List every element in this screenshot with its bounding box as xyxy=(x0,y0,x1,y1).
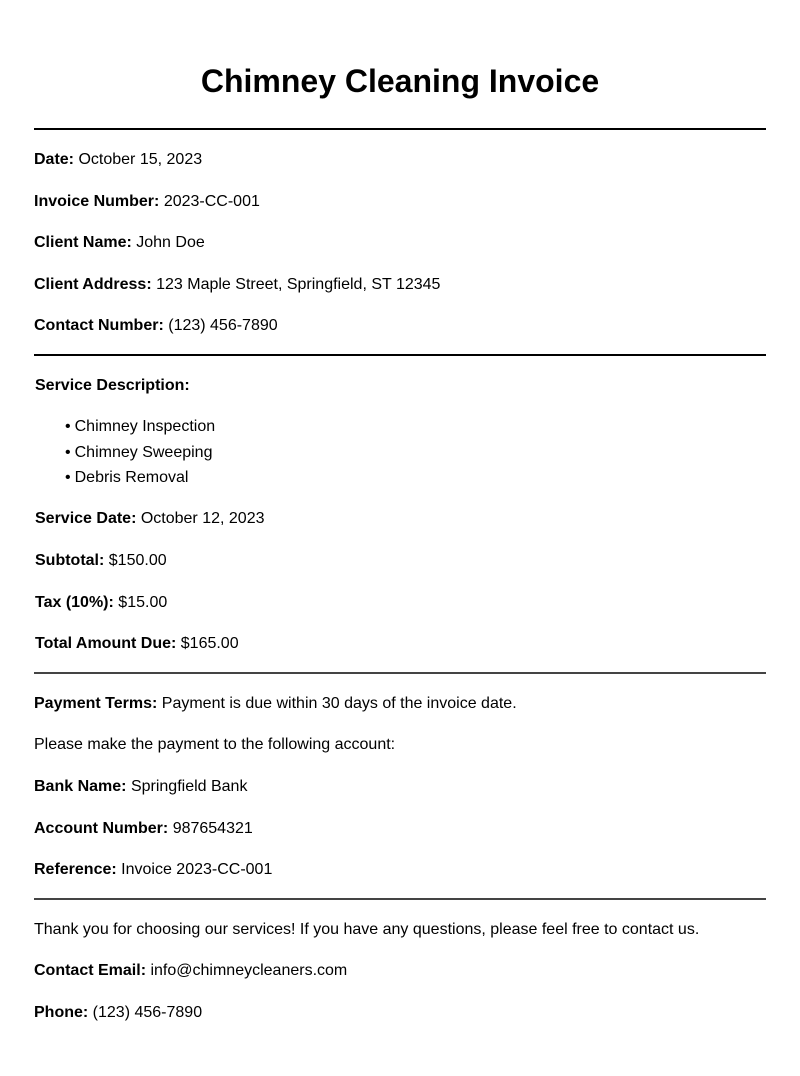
tax-label: Tax (10%): xyxy=(35,594,114,611)
service-date-label: Service Date: xyxy=(35,510,137,527)
divider xyxy=(34,354,766,356)
payment-terms-line xyxy=(34,694,766,714)
subtotal-value: $150.00 xyxy=(108,552,167,569)
phone-label: Phone: xyxy=(34,1004,89,1021)
contact-email-label: Contact Email: xyxy=(34,962,147,979)
total-line xyxy=(35,634,766,654)
contact-number-label: Contact Number: xyxy=(34,317,164,334)
subtotal-label: Subtotal: xyxy=(35,552,105,569)
client-address-label: Client Address: xyxy=(34,276,152,293)
client-name-value: John Doe xyxy=(136,234,205,251)
service-date-value: October 12, 2023 xyxy=(140,510,265,527)
divider xyxy=(34,128,766,130)
account-number-label: Account Number: xyxy=(34,820,169,837)
invoice-number-line xyxy=(34,192,766,212)
bullet-icon: • xyxy=(65,443,71,461)
client-address-value: 123 Maple Street, Springfield, ST 12345 xyxy=(156,276,441,293)
client-name-label: Client Name: xyxy=(34,234,132,251)
total-label: Total Amount Due: xyxy=(35,635,177,652)
payment-instruction: Please make the payment to the following account: xyxy=(34,736,396,753)
divider xyxy=(34,898,766,900)
tax-line xyxy=(35,593,766,613)
bank-name-value: Springfield Bank xyxy=(130,778,248,795)
bullet-icon: • xyxy=(65,469,71,486)
list-item xyxy=(65,468,766,488)
phone-line xyxy=(34,1003,766,1023)
date-value: October 15, 2023 xyxy=(78,151,203,168)
contact-email-value[interactable]: info@chimneycleaners.com xyxy=(150,962,348,979)
payment-terms-value: Payment is due within 30 days of the invoice date. xyxy=(161,695,517,712)
contact-email-line xyxy=(34,961,766,981)
contact-number-line xyxy=(34,316,766,336)
reference-value: Invoice 2023-CC-001 xyxy=(121,861,273,878)
total-value: $165.00 xyxy=(180,635,239,652)
tax-value: $15.00 xyxy=(118,594,168,611)
service-section xyxy=(34,376,766,654)
service-date-line xyxy=(35,509,766,529)
invoice-header-section xyxy=(34,150,766,336)
payment-terms-label: Payment Terms: xyxy=(34,695,158,712)
service-description-label: Service Description: xyxy=(35,377,190,394)
bullet-icon: • xyxy=(65,418,71,435)
bank-name-line xyxy=(34,777,766,797)
service-item-label: Chimney Inspection xyxy=(74,418,216,435)
invoice-number-label: Invoice Number: xyxy=(34,193,160,210)
payment-section xyxy=(34,694,766,880)
list-item xyxy=(65,417,766,443)
list-item xyxy=(65,443,766,469)
invoice-number-value: 2023-CC-001 xyxy=(163,193,260,210)
client-name-line xyxy=(34,233,766,253)
bank-name-label: Bank Name: xyxy=(34,778,127,795)
account-number-value: 987654321 xyxy=(172,820,253,837)
subtotal-line xyxy=(35,551,766,571)
invoice-title: Chimney Cleaning Invoice xyxy=(200,63,600,99)
date-line xyxy=(34,150,766,170)
divider xyxy=(34,672,766,674)
contact-number-value: (123) 456-7890 xyxy=(168,317,278,334)
service-items-list xyxy=(35,417,766,488)
account-number-line xyxy=(34,819,766,839)
footer-section xyxy=(34,920,766,1023)
reference-line xyxy=(34,860,766,880)
service-item-label: Chimney Sweeping xyxy=(74,443,213,461)
phone-value: (123) 456-7890 xyxy=(92,1004,203,1021)
service-item-label: Debris Removal xyxy=(74,469,189,486)
date-label: Date: xyxy=(34,151,75,168)
client-address-line xyxy=(34,275,766,295)
reference-label: Reference: xyxy=(34,861,117,878)
thank-you-message: Thank you for choosing our services! If you have any questions, please feel free to contact us. xyxy=(34,921,700,938)
